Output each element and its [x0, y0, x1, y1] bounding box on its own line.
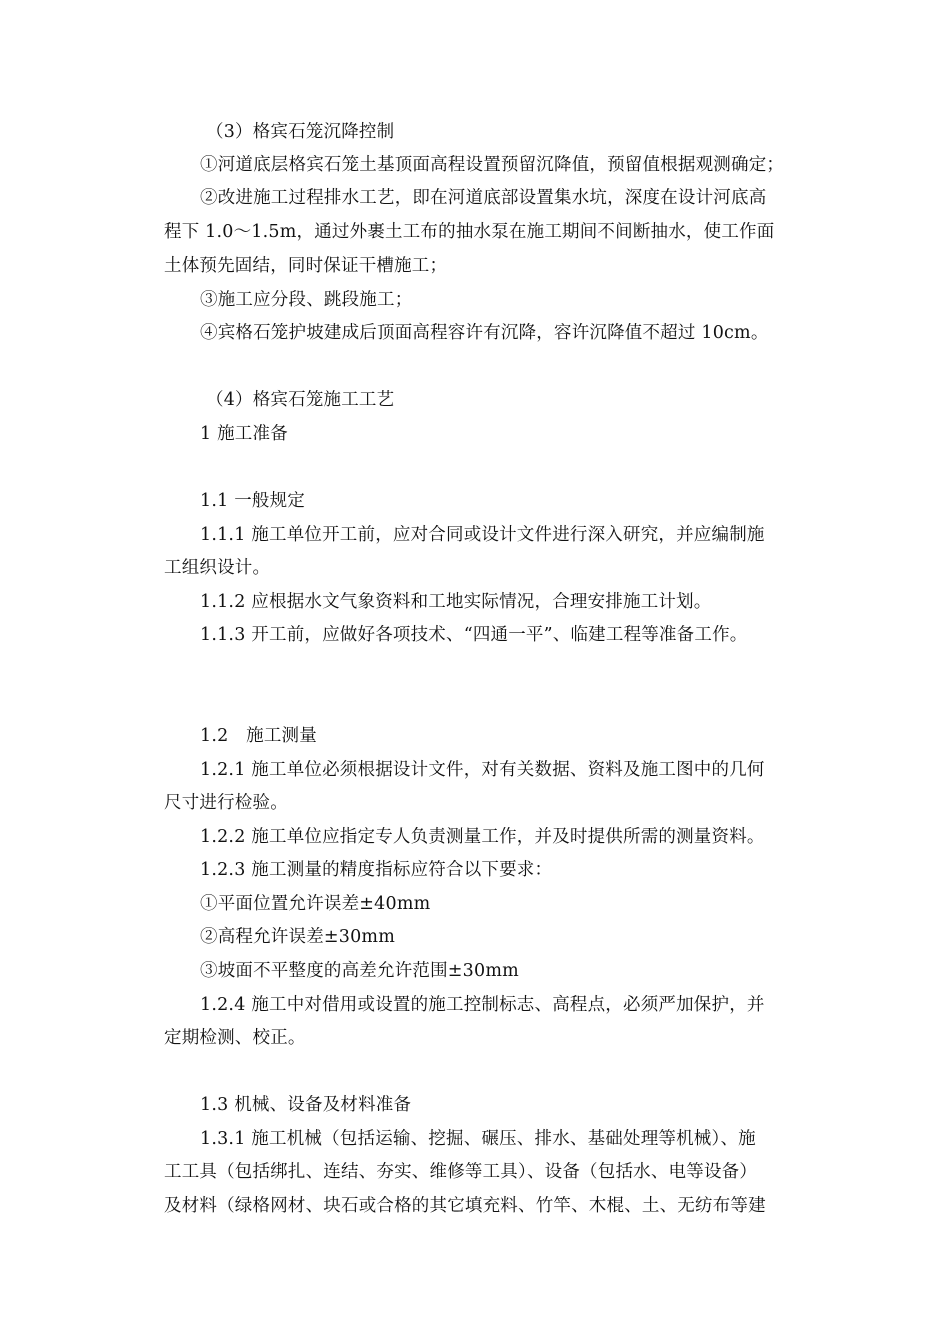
list-item: ③坡面不平整度的高差允许范围±30mm [200, 961, 519, 981]
paragraph-line: 1.1.2 应根据水文气象资料和工地实际情况，合理安排施工计划。 [200, 592, 712, 612]
section-heading: 1.3 机械、设备及材料准备 [200, 1095, 412, 1115]
paragraph-line: 工组织设计。 [164, 558, 271, 578]
paragraph-line: ③施工应分段、跳段施工； [200, 290, 413, 310]
paragraph-line: 1.2.2 施工单位应指定专人负责测量工作，并及时提供所需的测量资料。 [200, 827, 765, 847]
paragraph-line: 1.2.3 施工测量的精度指标应符合以下要求： [200, 860, 553, 880]
paragraph-line: 1.2.1 施工单位必须根据设计文件，对有关数据、资料及施工图中的几何 [200, 760, 765, 780]
section-heading: 1.1 一般规定 [200, 491, 305, 511]
list-item: ②高程允许误差±30mm [200, 927, 396, 947]
paragraph-line: 尺寸进行检验。 [164, 793, 288, 813]
list-item: ①平面位置允许误差±40mm [200, 894, 431, 914]
paragraph-line: 程下 1.0～1.5m，通过外裹土工布的抽水泵在施工期间不间断抽水，使工作面 [164, 222, 775, 242]
paragraph-line: 工工具（包括绑扎、连结、夯实、维修等工具）、设备（包括水、电等设备） [164, 1162, 758, 1182]
paragraph-line: 定期检测、校正。 [164, 1028, 306, 1048]
section-heading: 1.2 施工测量 [200, 726, 317, 746]
paragraph-line: ①河道底层格宾石笼土基顶面高程设置预留沉降值，预留值根据观测确定； [200, 155, 785, 175]
paragraph-line: 1.3.1 施工机械（包括运输、挖掘、碾压、排水、基础处理等机械）、施 [200, 1129, 756, 1149]
section-heading: 1 施工准备 [200, 424, 288, 444]
heading-3-gabion-settlement-control: （3）格宾石笼沉降控制 [206, 122, 395, 142]
paragraph-line: ②改进施工过程排水工艺，即在河道底部设置集水坑，深度在设计河底高 [200, 188, 767, 208]
paragraph-line: ④宾格石笼护坡建成后顶面高程容许有沉降，容许沉降值不超过 10cm。 [200, 323, 769, 343]
paragraph-line: 及材料（绿格网材、块石或合格的其它填充料、竹竿、木棍、土、无纺布等建 [164, 1196, 766, 1216]
paragraph-line: 1.2.4 施工中对借用或设置的施工控制标志、高程点，必须严加保护，并 [200, 995, 765, 1015]
paragraph-line: 土体预先固结，同时保证干槽施工； [164, 256, 448, 276]
heading-4-gabion-construction-process: （4）格宾石笼施工工艺 [206, 390, 395, 410]
paragraph-line: 1.1.1 施工单位开工前，应对合同或设计文件进行深入研究，并应编制施 [200, 525, 765, 545]
paragraph-line: 1.1.3 开工前，应做好各项技术、“四通一平”、临建工程等准备工作。 [200, 625, 748, 645]
